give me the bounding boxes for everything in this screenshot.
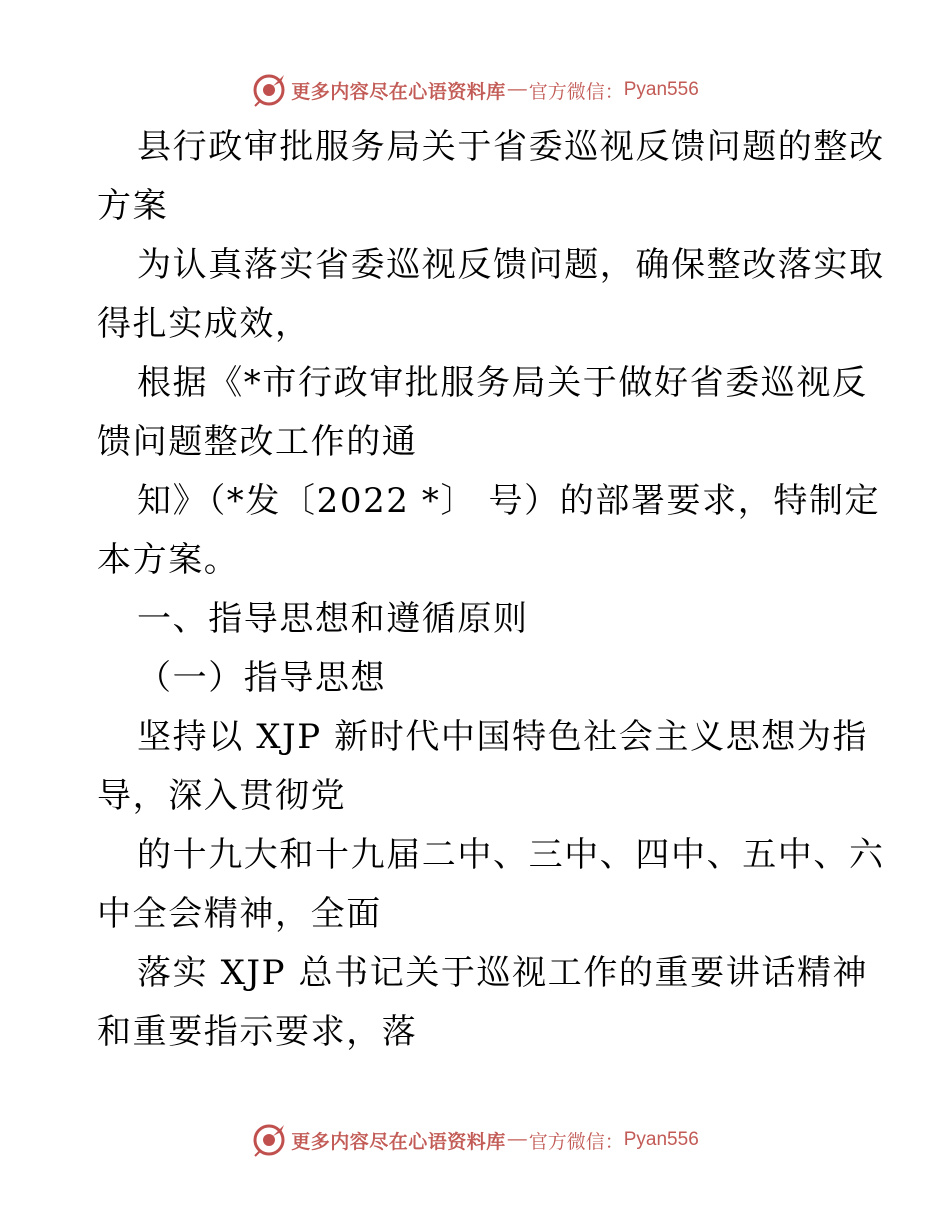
doc-title-line-1: 县行政审批服务局关于省委巡视反馈问题的整改	[137, 127, 885, 167]
doc-paragraph-line: 为认真落实省委巡视反馈问题，确保整改落实取	[137, 245, 885, 285]
watermark-brand: 更多内容尽在心语资料库	[291, 80, 506, 103]
doc-title-line-2: 方案	[97, 186, 169, 226]
doc-paragraph-line: 知》（*发〔2022 *〕 号）的部署要求，特制定	[137, 481, 881, 521]
quill-logo-icon	[251, 1122, 287, 1158]
watermark-wechat-id: Pyan556	[623, 1129, 699, 1150]
doc-paragraph-line: 得扎实成效，	[97, 304, 311, 344]
watermark-separator: —	[507, 79, 527, 100]
doc-paragraph-line: 馈问题整改工作的通	[97, 422, 418, 462]
watermark-brand: 更多内容尽在心语资料库	[291, 1130, 506, 1153]
doc-paragraph-line: 本方案。	[97, 540, 240, 580]
doc-paragraph-line: 坚持以 XJP 新时代中国特色社会主义思想为指	[137, 717, 869, 757]
doc-paragraph-line: 中全会精神，全面	[97, 894, 382, 934]
doc-paragraph-line: 导，深入贯彻党	[97, 776, 347, 816]
doc-paragraph-line: 的十九大和十九届二中、三中、四中、五中、六	[137, 835, 885, 875]
footer-watermark	[0, 1120, 950, 1160]
watermark-label: 官方微信：	[528, 1130, 624, 1153]
document-body	[97, 118, 885, 1062]
watermark-separator: —	[507, 1129, 527, 1150]
watermark-label: 官方微信：	[528, 80, 624, 103]
doc-paragraph-line: 根据《*市行政审批服务局关于做好省委巡视反	[137, 363, 868, 403]
subsection-heading: （一）指导思想	[137, 658, 387, 698]
header-watermark	[0, 70, 950, 110]
section-heading: 一、指导思想和遵循原则	[137, 599, 529, 639]
watermark-wechat-id: Pyan556	[623, 79, 699, 100]
doc-paragraph-line: 和重要指示要求，落	[97, 1012, 418, 1052]
quill-logo-icon	[251, 72, 287, 108]
doc-paragraph-line: 落实 XJP 总书记关于巡视工作的重要讲话精神	[137, 953, 869, 993]
